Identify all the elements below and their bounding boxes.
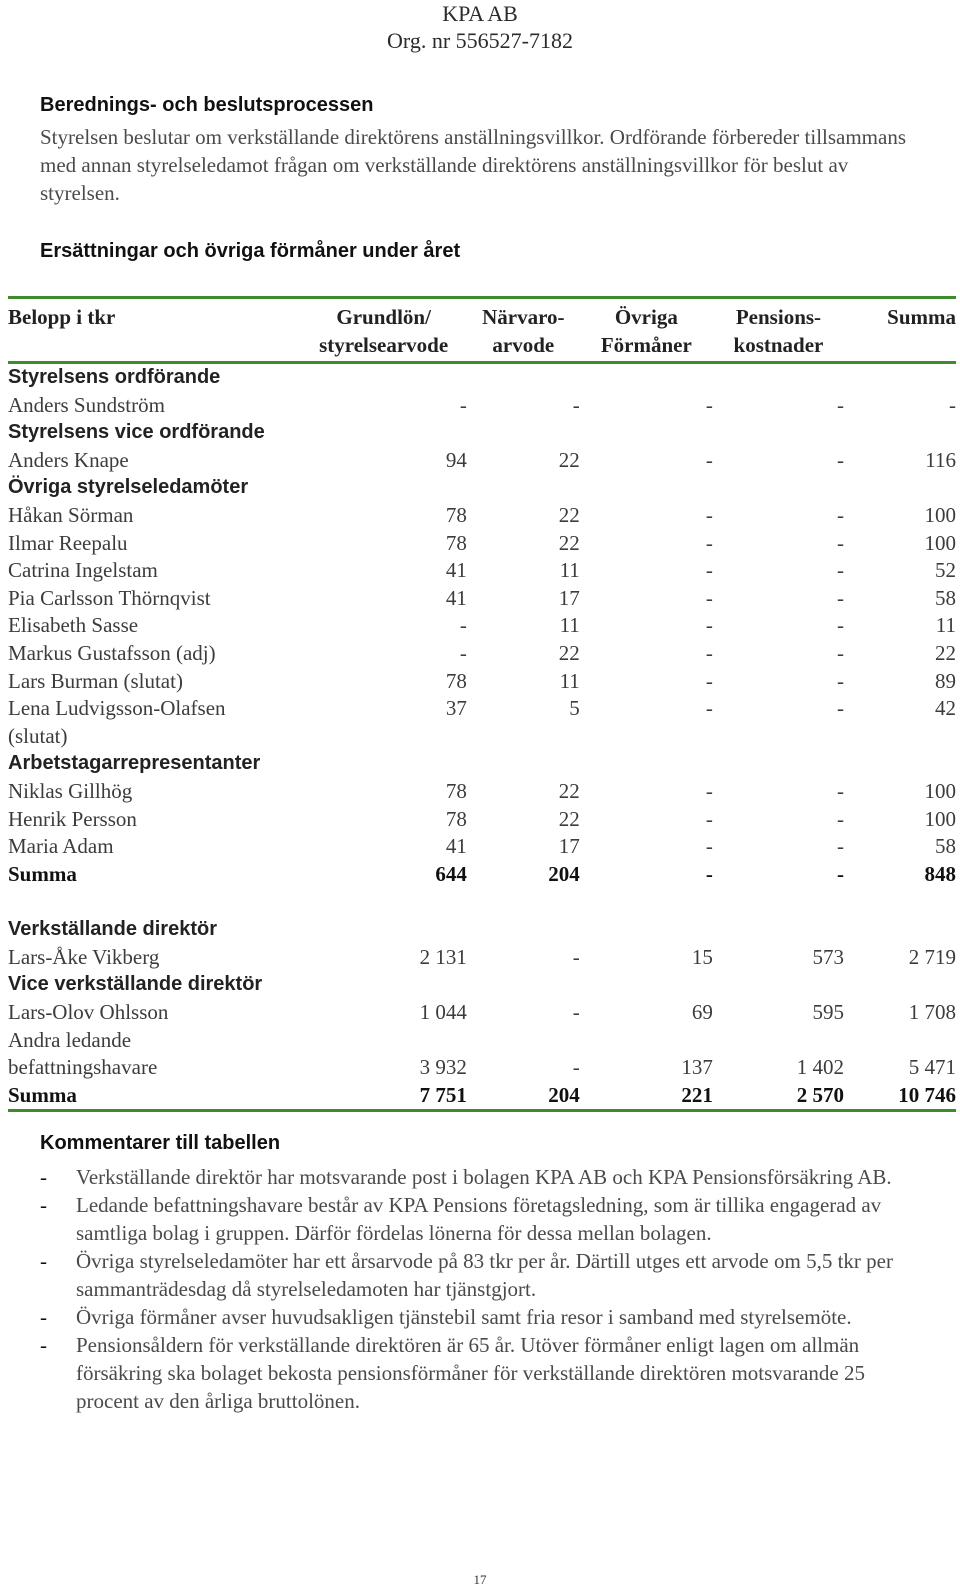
cell-ovr: 15 [691,944,713,969]
cell-narv: 22 [558,530,580,555]
cell-sum: 10 746 [844,1082,956,1111]
cell-narv [467,1027,580,1055]
row-name: Håkan Sörman [8,502,134,527]
cell-sum: 5 471 [908,1055,956,1080]
company-name: KPA AB [442,1,518,26]
table-header-row [8,298,956,363]
cell-narv: 17 [558,834,580,859]
cell-narv [467,723,580,751]
cell-grund [300,723,466,751]
org-number: Org. nr 556527-7182 [387,28,573,53]
cell-grund: - [459,392,467,417]
page-header [0,0,960,54]
table-row [8,668,956,696]
row-name: Niklas Gillhög [8,778,133,803]
cell-ovr: 221 [580,1082,713,1111]
row-name: Lars-Olov Ohlsson [8,1000,169,1025]
row-name: Pia Carlsson Thörnqvist [8,585,211,610]
cell-ovr: - [705,558,713,583]
cell-ovr: - [705,585,713,610]
row-name: Lars-Åke Vikberg [8,944,160,969]
comment-item [40,1303,920,1331]
benefits-section [40,240,920,263]
comment-text: Verkställande direktör har motsvarande post i bolagen KPA AB och KPA Pensionsförsäkring AB. [76,1165,892,1189]
cell-sum: 22 [935,640,956,665]
table-total-row [8,1082,956,1111]
header-base-salary: Grundlön/ styrelsearvode [300,298,466,363]
process-text: Styrelsen beslutar om verkställande direktörens anställningsvillkor. Ordförande förbereder tillsammans med annan styrelseledamot frågan om verkställande direktörens anställningsvillkor för beslut av styrelsen. [40,125,907,205]
cell-narv: 22 [558,447,580,472]
cell-narv: 22 [558,640,580,665]
cell-ovr: - [705,861,713,886]
row-name: Catrina Ingelstam [8,558,158,583]
table-row [8,1027,956,1055]
cell-grund: 2 131 [419,944,467,969]
cell-ovr: - [705,640,713,665]
table-row [8,999,956,1027]
row-name: Lars Burman (slutat) [8,668,183,693]
cell-pens: - [837,861,844,886]
cell-ovr: 69 [691,1000,713,1025]
cell-pens [713,723,844,751]
comment-text: Pensionsåldern för verkställande direktören är 65 år. Utöver förmåner enligt lagen om allmän försäkring ska bolaget bekosta pensionsförmåner för verkställande direktören motsvarande 25 procent av den årliga bruttolönen. [76,1333,865,1413]
cell-narv: 204 [467,1082,580,1111]
cell-sum: 2 719 [908,944,956,969]
cell-sum: 42 [935,696,956,721]
cell-grund: 78 [445,668,467,693]
table-group-row [8,916,956,944]
cell-grund: 7 751 [300,1082,466,1111]
table-group-row [8,971,956,999]
cell-grund: 41 [445,834,467,859]
group-label: Övriga styrelseledamöter [8,476,249,499]
cell-narv: - [572,1055,580,1080]
cell-narv: 11 [559,668,580,693]
cell-sum: 116 [925,447,956,472]
cell-sum: 100 [924,530,956,555]
comments-heading: Kommentarer till tabellen [40,1132,281,1154]
cell-pens: - [837,668,844,693]
cell-pens: - [837,392,844,417]
cell-grund: 78 [445,530,467,555]
row-name: Maria Adam [8,834,114,859]
table-row [8,640,956,668]
cell-ovr: - [705,668,713,693]
spacer-cell [8,888,956,916]
cell-ovr: - [705,778,713,803]
cell-sum: 848 [924,861,956,886]
table-total-row [8,861,956,889]
cell-pens: - [837,530,844,555]
cell-sum: 89 [935,668,956,693]
cell-pens: - [837,778,844,803]
cell-ovr: 137 [681,1055,713,1080]
table-row [8,833,956,861]
cell-pens: - [837,834,844,859]
row-name: Summa [8,861,77,886]
header-amount: Belopp i tkr [8,298,300,363]
table-group-row [8,363,956,392]
table-group-row [8,750,956,778]
cell-narv: 22 [558,502,580,527]
cell-grund [300,1027,466,1055]
cell-grund: 78 [445,778,467,803]
table-row [8,530,956,558]
cell-sum [844,1027,956,1055]
header-other-benefits: Övriga Förmåner [580,298,713,363]
cell-grund: - [459,613,467,638]
benefits-heading: Ersättningar och övriga förmåner under året [40,240,461,262]
table-body [8,363,956,1111]
table-row [8,806,956,834]
cell-sum: 100 [924,806,956,831]
header-attendance-fee: Närvaro- arvode [467,298,580,363]
table-row [8,447,956,475]
cell-pens: - [837,502,844,527]
page-number: 17 [473,1572,487,1587]
cell-grund: 78 [445,502,467,527]
cell-pens: 1 402 [796,1055,844,1080]
cell-ovr: - [705,613,713,638]
group-label: Arbetstagarrepresentanter [8,752,261,775]
cell-pens [713,1027,844,1055]
comment-text: Övriga förmåner avser huvudsakligen tjänstebil samt fria resor i samband med styrelsemöte. [76,1305,852,1329]
cell-grund: 41 [445,585,467,610]
group-label: Styrelsens ordförande [8,366,221,388]
cell-grund: 78 [445,806,467,831]
cell-narv: 5 [569,696,580,721]
cell-pens: 2 570 [713,1082,844,1111]
row-name: befattningshavare [8,1055,158,1080]
comments-section [40,1132,920,1415]
header-total: Summa [844,298,956,363]
table-row [8,392,956,420]
cell-narv: 17 [558,585,580,610]
cell-sum: - [949,392,956,417]
cell-ovr [580,723,713,751]
comment-item [40,1331,920,1415]
cell-grund: 1 044 [419,1000,467,1025]
cell-grund: 644 [435,861,467,886]
comment-item [40,1191,920,1247]
cell-narv: - [572,392,580,417]
cell-grund: 41 [445,558,467,583]
table-row [8,502,956,530]
comment-item [40,1247,920,1303]
row-name: Anders Sundström [8,392,165,417]
cell-ovr: - [705,392,713,417]
cell-sum: 11 [935,613,956,638]
bullet-dash: - [40,1333,47,1357]
table-row [8,723,956,751]
cell-sum: 58 [935,834,956,859]
cell-pens: - [837,640,844,665]
cell-narv: 22 [558,806,580,831]
cell-narv: 204 [548,861,580,886]
cell-sum: 58 [935,585,956,610]
remuneration-table [8,296,956,1112]
table-row [8,1054,956,1082]
cell-sum [844,723,956,751]
table-row [8,585,956,613]
table-spacer-row [8,888,956,916]
row-name: Elisabeth Sasse [8,613,139,638]
cell-pens: - [837,696,844,721]
comment-item [40,1163,920,1191]
cell-pens: 573 [812,944,844,969]
cell-pens: - [837,585,844,610]
cell-ovr: - [705,502,713,527]
table-row [8,944,956,972]
row-name: Anders Knape [8,447,129,472]
bullet-dash: - [40,1193,47,1217]
row-name: Markus Gustafsson (adj) [8,640,216,665]
cell-ovr: - [705,447,713,472]
cell-pens: - [837,806,844,831]
cell-grund: - [459,640,467,665]
group-label: Vice verkställande direktör [8,973,263,996]
cell-pens: - [837,558,844,583]
bullet-dash: - [40,1305,47,1329]
cell-pens: - [837,447,844,472]
cell-ovr: - [705,530,713,555]
table-row [8,695,956,723]
cell-sum: 52 [935,558,956,583]
process-section [40,94,920,207]
row-name: Ilmar Reepalu [8,530,128,555]
comment-text: Övriga styrelseledamöter har ett årsarvode på 83 tkr per år. Därtill utges ett arvode om 5,5 tkr per sammanträdesdag då styrelseledamoten har tjänstgjort. [76,1249,893,1301]
comment-text: Ledande befattningshavare består av KPA Pensions företagsledning, som är tillika engagerad av samtliga bolag i gruppen. Därför fördelas lönerna för dessa mellan bolagen. [76,1193,882,1245]
bullet-dash: - [40,1165,47,1189]
cell-pens: 595 [812,1000,844,1025]
row-name: (slutat) [8,723,68,748]
row-name: Lena Ludvigsson-Olafsen [8,696,226,721]
cell-grund: 37 [445,696,467,721]
group-label: Verkställande direktör [8,918,217,941]
cell-ovr: - [705,806,713,831]
bullet-dash: - [40,1249,47,1273]
cell-narv: 11 [559,558,580,583]
row-name: Summa [8,1082,300,1111]
group-label: Styrelsens vice ordförande [8,421,265,444]
process-heading: Berednings- och beslutsprocessen [40,94,374,116]
cell-sum: 1 708 [908,1000,956,1025]
table-group-row [8,419,956,447]
cell-narv: 22 [558,778,580,803]
cell-grund: 3 932 [419,1055,467,1080]
table-row [8,612,956,640]
table-group-row [8,474,956,502]
cell-sum: 100 [924,502,956,527]
table-row [8,778,956,806]
header-pension-costs: Pensions- kostnader [713,298,844,363]
cell-ovr: - [705,696,713,721]
comments-list [40,1163,920,1415]
cell-narv: - [572,1000,580,1025]
row-name: Andra ledande [8,1027,132,1052]
cell-sum: 100 [924,778,956,803]
cell-narv: 11 [559,613,580,638]
cell-ovr: - [705,834,713,859]
cell-pens: - [837,613,844,638]
cell-narv: - [572,944,580,969]
cell-grund: 94 [445,447,467,472]
cell-ovr [580,1027,713,1055]
table-row [8,557,956,585]
row-name: Henrik Persson [8,806,137,831]
